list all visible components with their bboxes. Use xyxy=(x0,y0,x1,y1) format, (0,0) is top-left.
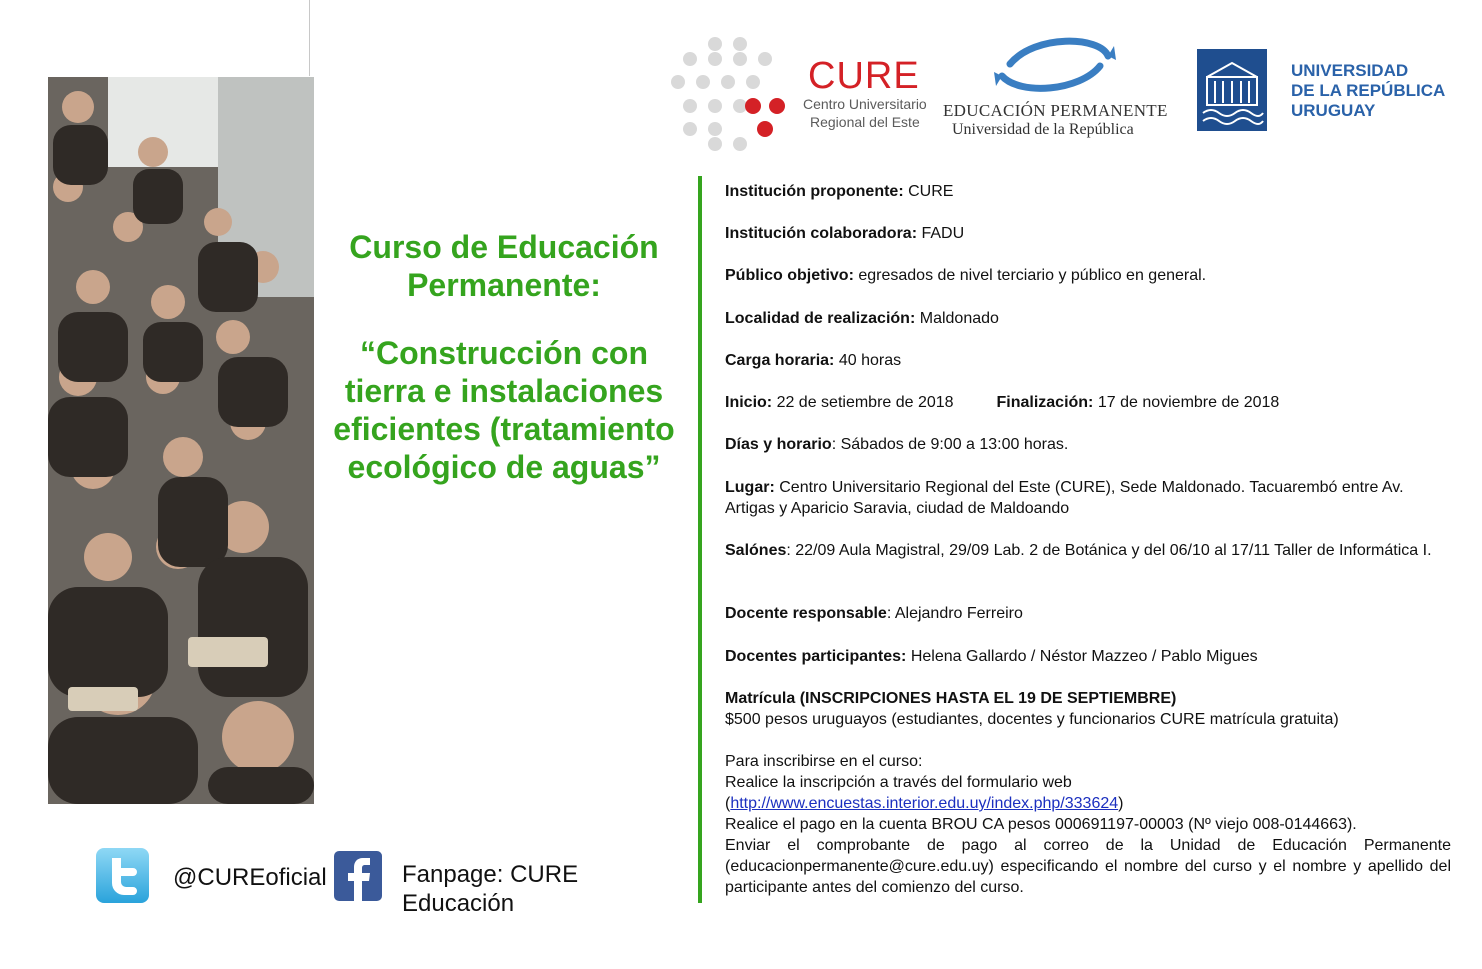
info-label: Carga horaria: xyxy=(725,352,835,369)
educacion-permanente-title: EDUCACIÓN PERMANENTE xyxy=(943,101,1168,120)
info-docente-responsable xyxy=(725,603,1451,624)
course-title-line: eficientes (tratamiento xyxy=(333,411,675,447)
twitter-icon[interactable] xyxy=(96,848,149,903)
info-value: FADU xyxy=(921,225,965,242)
info-label: Lugar: xyxy=(725,479,775,496)
info-value: egresados de nivel terciario y público en general. xyxy=(858,267,1207,284)
info-label: Salónes xyxy=(725,542,787,559)
udelar-name-line: DE LA REPÚBLICA xyxy=(1291,81,1446,100)
cure-logo-subtitle xyxy=(803,95,927,131)
course-title-block xyxy=(318,228,690,486)
twitter-handle[interactable]: @CUREoficial xyxy=(173,864,327,891)
course-title-line: “Construcción con xyxy=(359,335,648,371)
info-localidad xyxy=(725,308,1451,329)
info-label: Institución colaboradora: xyxy=(725,225,918,242)
educacion-permanente-subtitle: Universidad de la República xyxy=(952,121,1134,138)
fanpage-line: Educación xyxy=(402,890,515,917)
info-label: Matrícula (INSCRIPCIONES HASTA EL 19 DE SEPTIEMBRE) xyxy=(725,690,1177,707)
cure-subtitle-line: Regional del Este xyxy=(810,114,920,130)
registration-form-link[interactable]: http://www.encuestas.interior.edu.uy/index.php/333624 xyxy=(730,795,1119,812)
udelar-name-line: UNIVERSIDAD xyxy=(1291,61,1409,80)
info-label: Docente responsable xyxy=(725,605,887,622)
top-divider-line xyxy=(309,0,310,76)
info-value: 17 de noviembre de 2018 xyxy=(1097,394,1280,411)
info-value: Centro Universitario Regional del Este (CURE), Sede Maldonado. Tacuarembó entre Av. Artigas y Aparicio Saravia, ciudad de Maldoando xyxy=(725,479,1404,517)
info-value: Helena Gallardo / Néstor Mazzeo / Pablo Migues xyxy=(910,648,1258,665)
inscripcion-line: Para inscribirse en el curso: xyxy=(725,753,923,770)
course-type-line: Permanente: xyxy=(407,267,601,303)
course-title xyxy=(318,334,690,486)
facebook-icon[interactable] xyxy=(334,851,382,901)
inscripcion-link-line: (http://www.encuestas.interior.edu.uy/index.php/333624) xyxy=(725,795,1124,812)
info-inscripcion xyxy=(725,751,1451,898)
info-value: Maldonado xyxy=(919,310,999,327)
course-title-line: tierra e instalaciones xyxy=(344,373,664,409)
course-type-heading xyxy=(318,228,690,304)
info-salones xyxy=(725,540,1451,561)
info-fechas xyxy=(725,392,1451,413)
info-label: Finalización: xyxy=(996,394,1094,411)
udelar-shield-icon xyxy=(1197,49,1267,131)
inscripcion-pago: Realice el pago en la cuenta BROU CA pesos 000691197-00003 (Nº viejo 008-0144663). xyxy=(725,816,1357,833)
green-divider xyxy=(698,176,702,903)
info-value: CURE xyxy=(908,183,954,200)
info-label: Institución proponente: xyxy=(725,183,904,200)
facebook-fanpage[interactable] xyxy=(402,860,578,918)
course-type-line: Curso de Educación xyxy=(349,229,659,265)
info-value: 40 horas xyxy=(838,352,902,369)
info-label: Localidad de realización: xyxy=(725,310,916,327)
udelar-name-line: URUGUAY xyxy=(1291,101,1376,120)
fanpage-line: Fanpage: CURE xyxy=(402,861,579,888)
cure-subtitle-line: Centro Universitario xyxy=(803,96,927,112)
info-value: 22 de setiembre de 2018 xyxy=(776,394,954,411)
info-docentes-participantes xyxy=(725,646,1451,667)
info-publico-objetivo xyxy=(725,265,1451,286)
udelar-name xyxy=(1291,61,1445,121)
students-photo-art xyxy=(48,77,314,804)
inscripcion-enviar: Enviar el comprobante de pago al correo de la Unidad de Educación Permanente (educacionpermanente@cure.edu.uy) especificando el nombre del curso y el nombre y apellido del participante antes del comienzo del curso. xyxy=(725,837,1451,896)
info-institucion-proponente xyxy=(725,181,1451,202)
info-value: $500 pesos uruguayos (estudiantes, docentes y funcionarios CURE matrícula gratuita) xyxy=(725,711,1339,728)
course-title-line: ecológico de aguas” xyxy=(347,449,661,485)
info-carga-horaria xyxy=(725,350,1451,371)
info-value: : Sábados de 9:00 a 13:00 horas. xyxy=(831,436,1069,453)
info-value: : Alejandro Ferreiro xyxy=(886,605,1023,622)
info-label: Inicio: xyxy=(725,394,773,411)
cure-logo-name: CURE xyxy=(808,55,920,97)
info-institucion-colaboradora xyxy=(725,223,1451,244)
students-photo xyxy=(48,77,314,804)
info-matricula xyxy=(725,688,1451,730)
info-label: Docentes participantes: xyxy=(725,648,907,665)
inscripcion-line: Realice la inscripción a través del formulario web xyxy=(725,774,1072,791)
info-label: Público objetivo: xyxy=(725,267,854,284)
info-value: : 22/09 Aula Magistral, 29/09 Lab. 2 de Botánica y del 06/10 al 17/11 Taller de Informática I. xyxy=(786,542,1432,559)
info-lugar xyxy=(725,477,1451,519)
info-label: Días y horario xyxy=(725,436,832,453)
info-dias-horario xyxy=(725,434,1451,455)
